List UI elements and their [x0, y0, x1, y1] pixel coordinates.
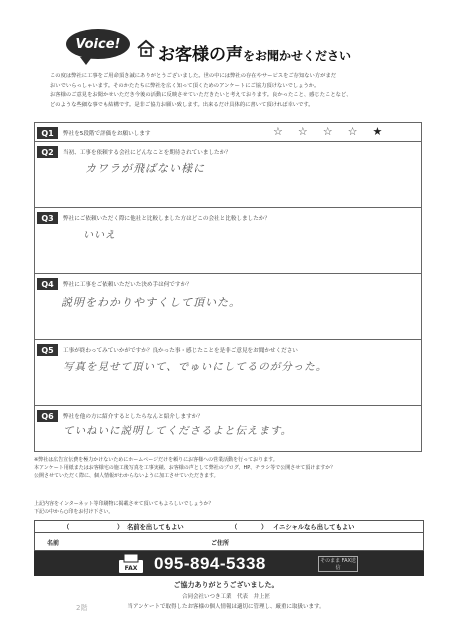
page-title	[158, 40, 351, 65]
consent-row	[34, 520, 424, 533]
question-q1	[34, 122, 422, 142]
question-text: 弊社に工事をご依頼いただいた決め手は何ですか？	[63, 282, 192, 288]
question-text: 弊社を5段階で評価をお願いします	[63, 131, 151, 137]
note-line: 上記内容をインターネット等印刷物に掲載させて頂いてもよろしいでしょうか？	[34, 501, 214, 507]
thanks-text: ご協力ありがとうございました。	[173, 581, 279, 589]
intro-line: この度は弊社に工事をご用命頂き誠にありがとうございました。世の中には弊社の存在やサービスをご存知ない方がまだ	[50, 73, 337, 79]
answer-text[interactable]: ていねいに説明してくださるよと伝えます。	[63, 425, 293, 437]
fax-number: 095-894-5338	[154, 554, 266, 573]
question-text: 弊社を他の方に紹介するとしたらなんと紹介しますか？	[63, 414, 203, 420]
privacy-text: 当アンケートで取得したお客様の個人情報は適切に管理し、厳重に取扱います。	[127, 604, 325, 610]
question-q5	[34, 340, 422, 406]
question-number: Q1	[37, 127, 58, 139]
note-line: 本アンケート用紙またはお客様宅の施工後写真を工事実績、お客様の声として弊社のブログ、HP、チラシ等で公開させて頂けますか？	[34, 465, 336, 471]
intro-text	[50, 72, 395, 110]
consent-bracket-open: （	[63, 524, 70, 531]
title-main: お客様の声	[158, 45, 243, 65]
question-q6	[34, 406, 422, 452]
fax-machine-icon	[118, 553, 144, 574]
consent-option-name[interactable]: 名前を出してもよい	[127, 524, 184, 531]
consent-bracket-open: （	[231, 524, 238, 531]
fax-icon-label: FAX	[124, 565, 138, 572]
star-icon[interactable]: ☆	[347, 125, 358, 138]
question-number: Q6	[37, 410, 58, 422]
question-text: 弊社にご依頼いただく際に他社と比較しました方はどこの会社と比較しましたか？	[63, 216, 270, 222]
note-line: 公開させていただく際に、個人情報がわからないように加工させていただきます。	[34, 473, 219, 479]
name-address-fields	[34, 533, 424, 551]
address-label: ご住所	[211, 540, 230, 547]
intro-line: お客様のご意見をお聞かせいただき今後の活動に反映させていただきたいと考えております。良かったこと、感じたことなど、	[50, 92, 352, 98]
question-q3	[34, 208, 422, 274]
consent-bracket-close: ）	[261, 524, 268, 531]
question-text: 工事が終わってみていかがですか？良かった事・感じたことを是非ご意見をお聞かせください	[63, 348, 298, 354]
star-icon-selected[interactable]: ★	[372, 125, 383, 138]
voice-badge: Voice!	[66, 29, 130, 59]
answer-text[interactable]: いいえ	[83, 230, 116, 241]
star-icon[interactable]: ☆	[322, 125, 333, 138]
name-label: 名前	[47, 540, 60, 547]
note-line: 下記の中から○印をお付け下さい。	[34, 509, 114, 515]
rating-stars	[273, 125, 382, 139]
question-number: Q5	[37, 344, 58, 356]
question-q2	[34, 142, 422, 208]
star-icon[interactable]: ☆	[297, 125, 308, 138]
question-number: Q3	[37, 212, 58, 224]
consent-option-initials[interactable]: イニシャルなら出してもよい	[273, 524, 355, 531]
note-line: ※弊社は広告宣伝費を極力かけないためにホームページだけを頼りにお客様への営業活動を行っております。	[34, 457, 278, 463]
question-number: Q4	[37, 278, 58, 290]
question-q4	[34, 274, 422, 340]
intro-line: どのような些細な事でも結構です。是非ご協力お願い致します。出来るだけ具体的に書いて頂ければ幸いです。	[50, 101, 314, 108]
title-suffix: をお聞かせください	[243, 49, 352, 63]
fax-bar	[34, 551, 424, 576]
star-icon[interactable]: ☆	[273, 125, 283, 138]
company-text: 合同会社いつき工業 代表 井上匠	[181, 594, 270, 600]
answer-text[interactable]: 説明をわかりやすくして頂いた。	[61, 296, 241, 309]
pencil-note: 2階	[76, 604, 88, 612]
intro-line: おいでいらっしゃいます。そのかたたちに弊社を広く知って頂くためのアンケートにご協力頂けないでしょうか。	[50, 82, 320, 89]
fax-send-note: そのまま FAX送信	[318, 556, 358, 572]
house-icon	[136, 38, 156, 58]
answer-text[interactable]: カワラが飛ばない様に	[85, 162, 205, 175]
answer-text[interactable]: 写真を見せて頂いて、でゅいにしてるのが分った。	[63, 361, 328, 373]
question-number: Q2	[37, 146, 58, 158]
consent-bracket-close: ）	[117, 524, 124, 531]
question-text: 当初、工事を依頼する会社にどんなことを期待されていましたか？	[63, 150, 231, 156]
